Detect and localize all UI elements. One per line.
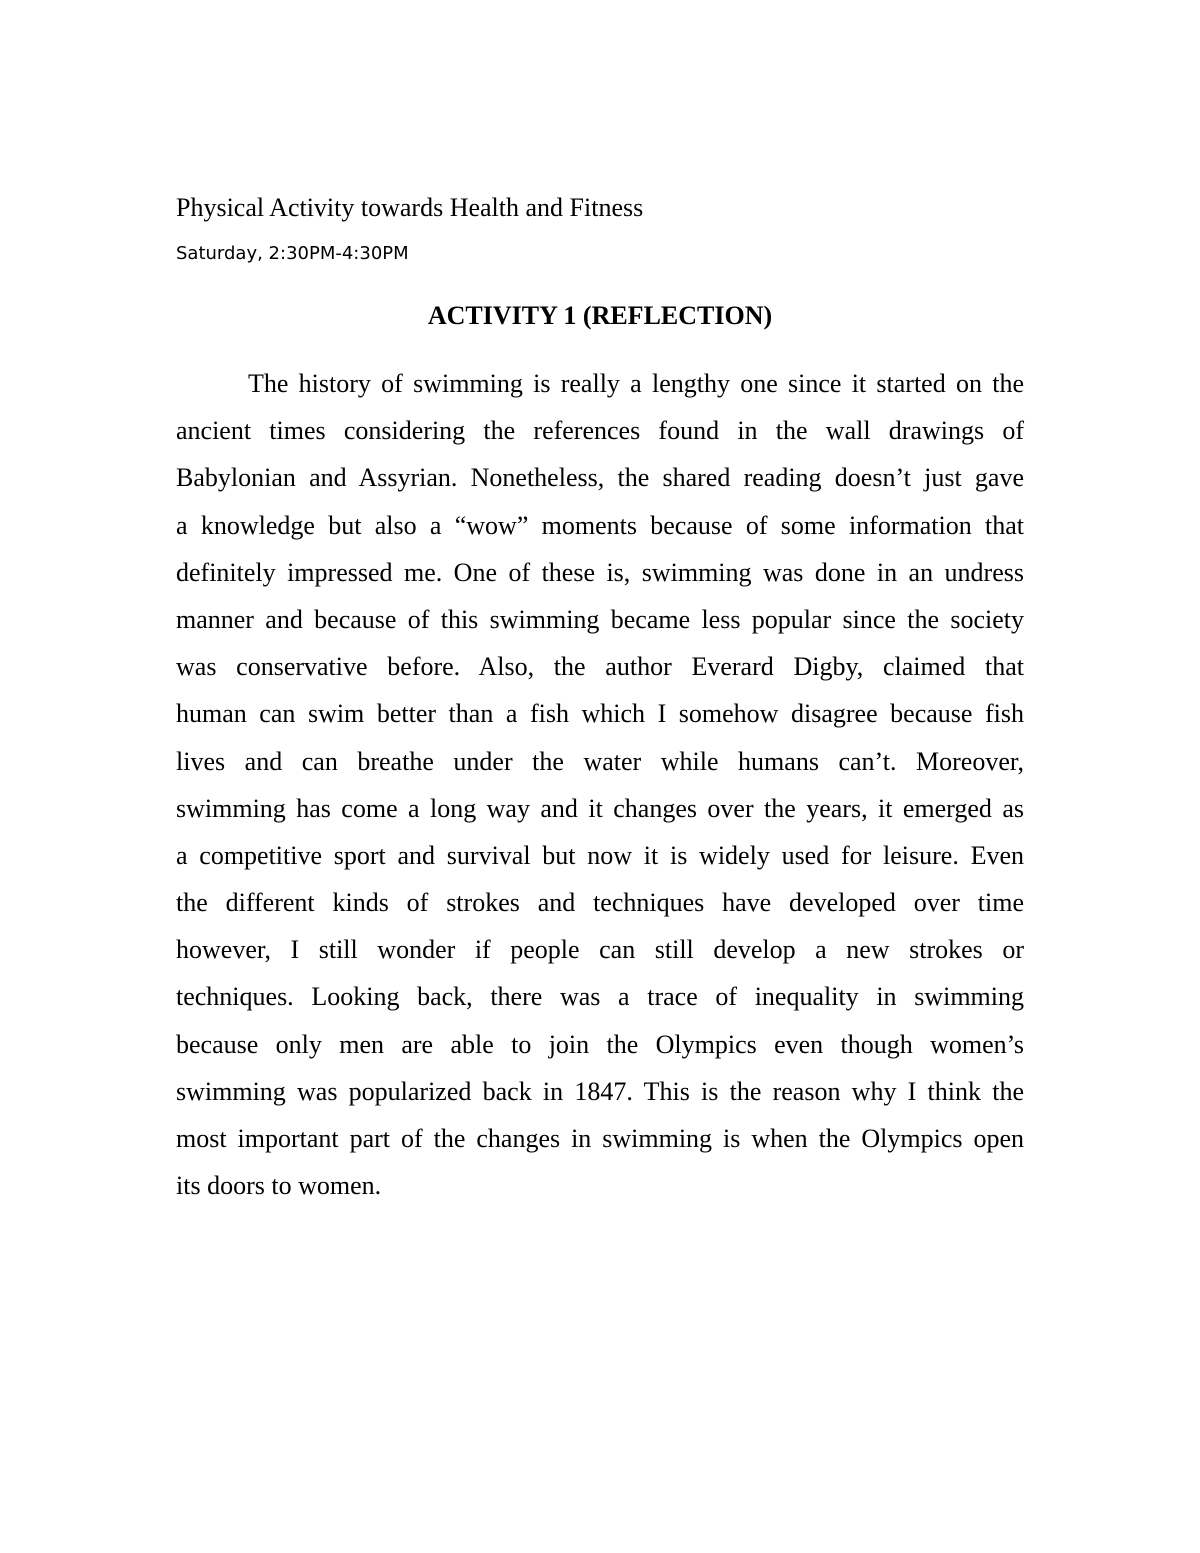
- paragraph-line: techniques. Looking back, there was a trace of inequality in swimming: [176, 982, 1024, 1012]
- paragraph-line: Babylonian and Assyrian. Nonetheless, the shared reading doesn’t just gave: [176, 463, 1024, 493]
- paragraph-line: The history of swimming is really a lengthy one since it started on the: [248, 369, 1024, 398]
- paragraph-line: was conservative before. Also, the author Everard Digby, claimed that: [176, 652, 1024, 682]
- paragraph-line: swimming has come a long way and it changes over the years, it emerged as: [176, 793, 1024, 823]
- class-schedule: Saturday, 2:30PM-4:30PM: [176, 243, 409, 264]
- paragraph-line: however, I still wonder if people can still develop a new strokes or: [176, 935, 1024, 965]
- paragraph-line: a knowledge but also a “wow” moments because of some information that: [176, 510, 1024, 540]
- paragraph-line: human can swim better than a fish which I somehow disagree because fish: [176, 699, 1024, 729]
- activity-heading: ACTIVITY 1 (REFLECTION): [427, 301, 773, 330]
- paragraph-line: definitely impressed me. One of these is, swimming was done in an undress: [176, 557, 1024, 587]
- paragraph-line: lives and can breathe under the water while humans can’t. Moreover,: [176, 746, 1024, 776]
- paragraph-line: a competitive sport and survival but now it is widely used for leisure. Even: [176, 840, 1024, 870]
- paragraph-line: most important part of the changes in swimming is when the Olympics open: [176, 1124, 1024, 1153]
- paragraph-line: swimming was popularized back in 1847. This is the reason why I think the: [176, 1076, 1024, 1106]
- paragraph-line: the different kinds of strokes and techniques have developed over time: [176, 888, 1024, 918]
- paragraph-line: manner and because of this swimming became less popular since the society: [176, 604, 1024, 634]
- reflection-paragraph: [176, 360, 1024, 1209]
- paragraph-line: its doors to women.: [176, 1171, 382, 1201]
- paragraph-line: ancient times considering the references found in the wall drawings of: [176, 416, 1024, 446]
- paragraph-line: because only men are able to join the Olympics even though women’s: [176, 1029, 1024, 1059]
- course-title: Physical Activity towards Health and Fitness: [176, 193, 644, 222]
